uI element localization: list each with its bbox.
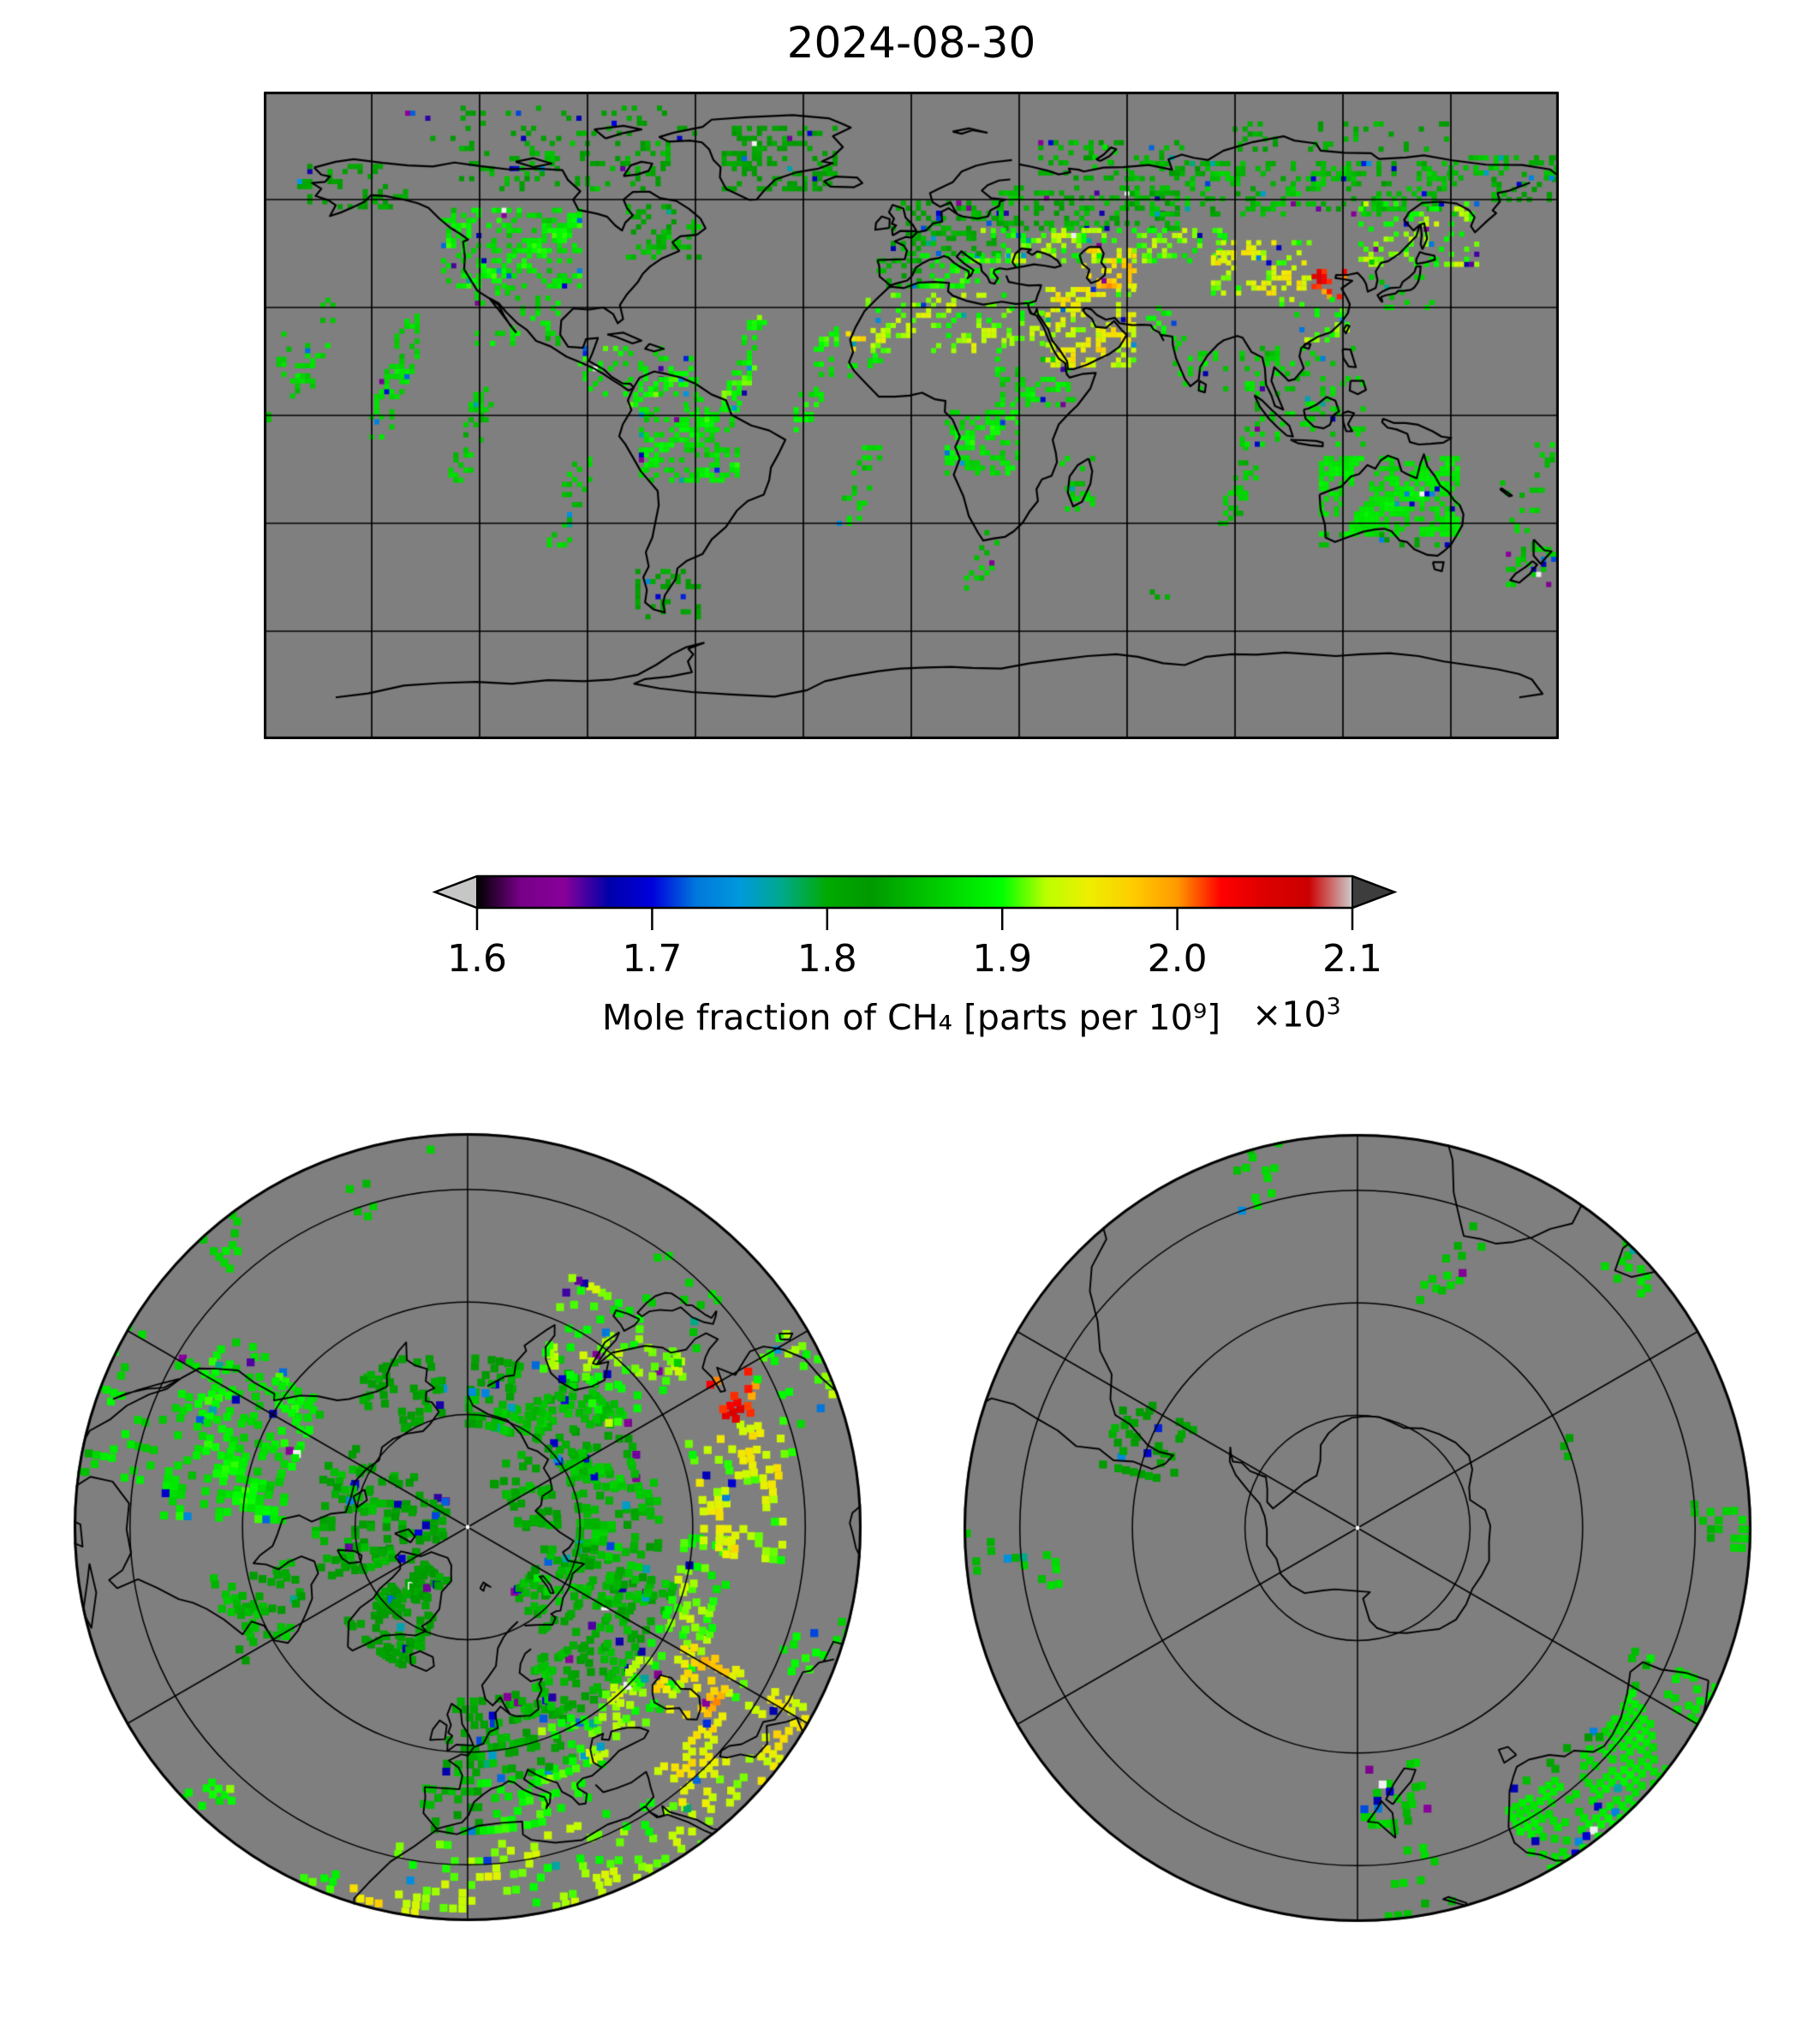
colorbar-offset-label (1252, 994, 1341, 1035)
colorbar-tick-label: 1.7 (622, 937, 683, 981)
colorbar-axis-label: Mole fraction of CH₄ [parts per 10⁹] (601, 997, 1221, 1038)
colorbar-tick-label: 1.9 (972, 937, 1033, 981)
colorbar-offset-exponent: 3 (1326, 994, 1341, 1020)
colorbar-gradient-bar (477, 876, 1352, 908)
colorbar-tick-label: 2.1 (1322, 937, 1382, 981)
colorbar-ticks (477, 908, 1352, 930)
north-polar-map (71, 1131, 864, 1924)
colorbar (428, 870, 1409, 939)
colorbar-under-arrow (435, 876, 477, 908)
south-polar-map (961, 1131, 1754, 1925)
plot-title: 2024-08-30 (786, 18, 1036, 68)
colorbar-tick-label: 1.8 (797, 937, 857, 981)
colorbar-tick-label: 1.6 (447, 937, 507, 981)
colorbar-offset-base: ×10 (1252, 994, 1327, 1035)
colorbar-tick-label: 2.0 (1147, 937, 1208, 981)
global-equirectangular-map (264, 92, 1559, 739)
colorbar-over-arrow (1352, 876, 1394, 908)
